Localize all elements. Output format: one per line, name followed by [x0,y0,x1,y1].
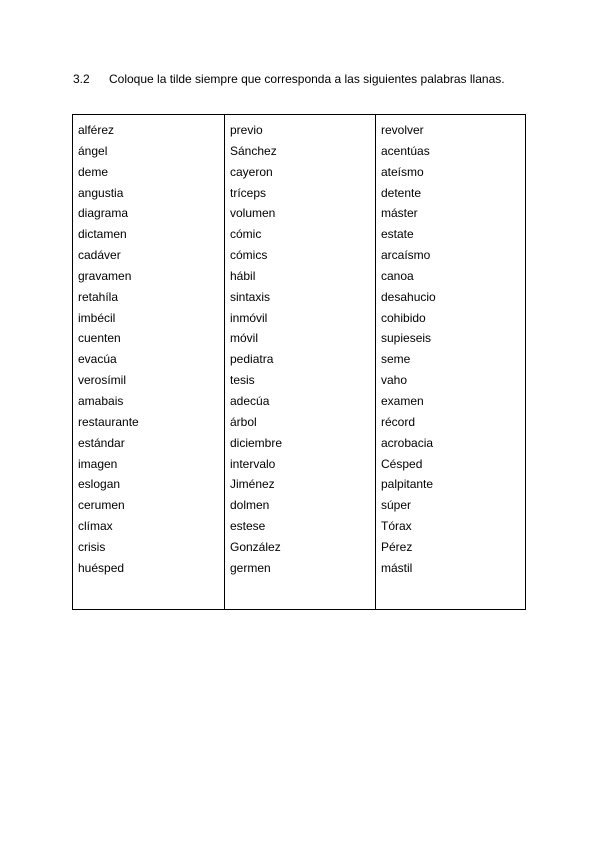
word-cell: cómic [230,227,262,242]
word-cell: inmóvil [230,310,268,325]
word-cell: estate [381,227,414,242]
word-cell: récord [381,414,416,429]
word-column-3 [375,115,525,609]
word-cell: Sánchez [230,143,277,158]
word-cell: cadáver [78,248,121,263]
word-cell: tesis [230,373,255,388]
word-cell: cuenten [78,331,121,346]
word-cell: adecúa [230,393,270,408]
word-cell: revolver [381,123,424,137]
word-cell: evacúa [78,352,117,367]
word-cell: mástil [381,560,413,575]
word-cell: examen [381,393,424,408]
word-cell: verosímil [78,373,127,388]
word-cell: retahíla [78,289,119,304]
word-table [72,114,526,610]
word-cell: clímax [78,519,113,534]
word-cell: angustia [78,185,124,200]
word-cell: acrobacia [381,435,434,450]
word-cell: palpitante [381,477,434,492]
word-cell: cayeron [230,164,273,179]
exercise-number: 3.2 [73,72,90,86]
word-cell: hábil [230,268,256,283]
word-cell: germen [230,560,271,575]
exercise-heading [73,72,505,86]
word-cell: huésped [78,560,125,575]
word-cell: gravamen [78,268,132,283]
word-cell: deme [78,164,109,179]
word-cell: vaho [381,373,408,388]
word-cell: imagen [78,456,118,471]
word-cell: detente [381,185,422,200]
word-cell: diagrama [78,206,129,221]
word-cell: cómics [230,248,268,263]
word-cell: ateísmo [381,164,424,179]
word-column-2 [224,115,375,609]
word-cell: canoa [381,268,414,283]
word-cell: móvil [230,331,259,346]
word-cell: dolmen [230,498,270,513]
word-cell: sintaxis [230,289,271,304]
word-cell: acentúas [381,143,430,158]
word-cell: eslogan [78,477,121,492]
word-cell: tríceps [230,185,267,200]
word-cell: ángel [78,143,108,158]
exercise-instruction: Coloque la tilde siempre que corresponda a las siguientes palabras llanas. [109,72,505,86]
word-cell: Jiménez [230,477,275,492]
word-cell: estese [230,519,266,534]
word-cell: volumen [230,206,276,221]
word-cell: previo [230,123,263,137]
word-cell: árbol [230,414,257,429]
word-cell: estándar [78,435,125,450]
word-cell: restaurante [78,414,139,429]
word-cell: amabais [78,393,124,408]
word-cell: cerumen [78,498,125,513]
word-cell: máster [381,206,418,221]
word-cell: imbécil [78,310,116,325]
word-cell: desahucio [381,289,436,304]
word-cell: dictamen [78,227,127,242]
word-cell: González [230,539,281,554]
word-cell: diciembre [230,435,283,450]
word-cell: supieseis [381,331,432,346]
word-cell: súper [381,498,412,513]
word-column-1 [73,115,224,609]
word-cell: Césped [381,456,423,471]
word-cell: cohibido [381,310,426,325]
word-cell: arcaísmo [381,248,431,263]
word-cell: crisis [78,539,106,554]
word-cell: alférez [78,123,115,137]
word-cell: seme [381,352,411,367]
word-cell: pediatra [230,352,274,367]
word-cell: Tórax [381,519,412,534]
word-cell: Pérez [381,539,413,554]
word-cell: intervalo [230,456,276,471]
